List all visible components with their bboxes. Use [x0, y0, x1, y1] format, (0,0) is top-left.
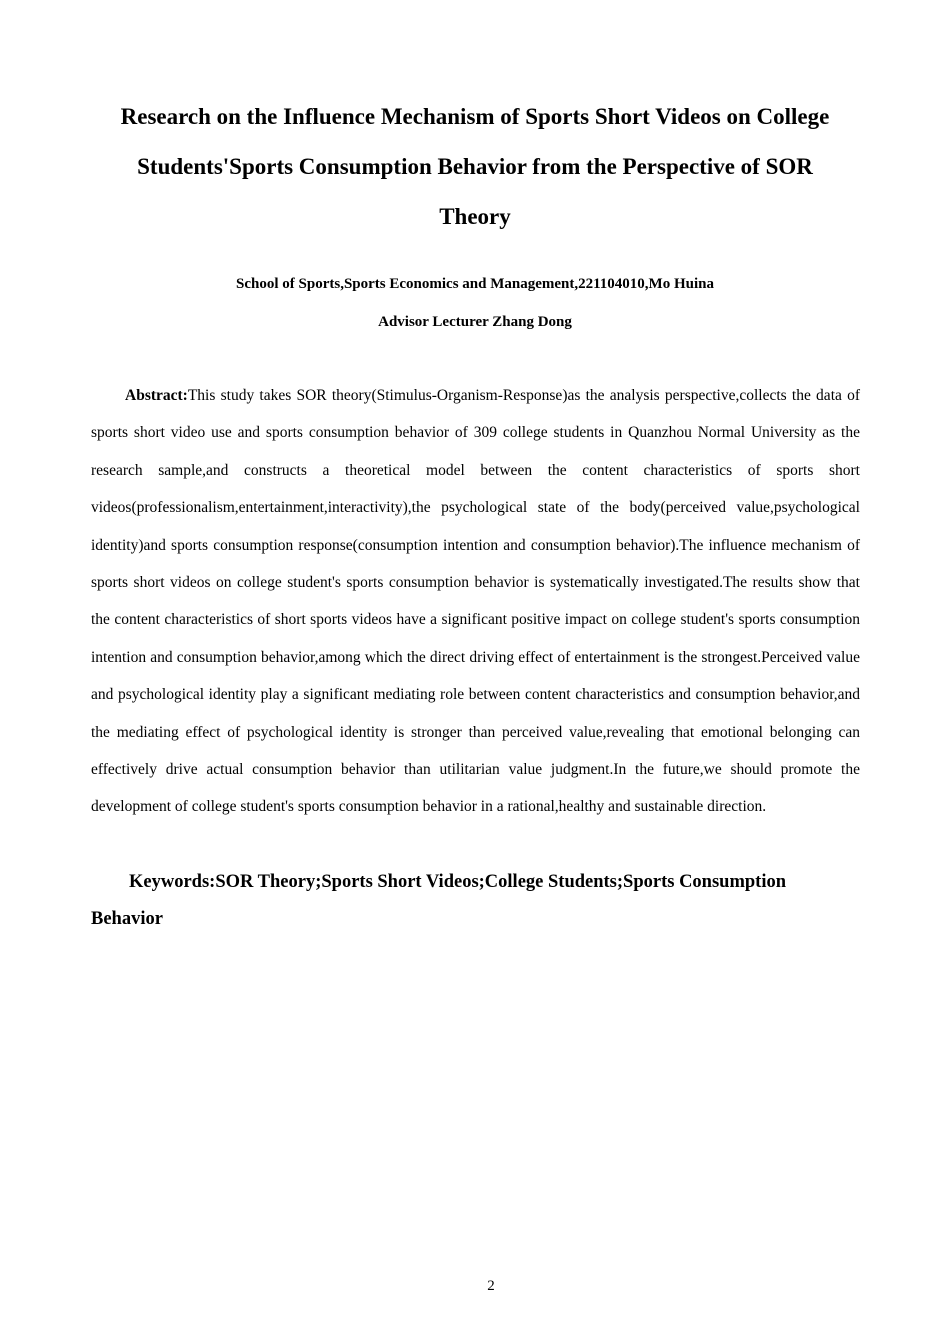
- abstract-label: Abstract:: [125, 387, 188, 404]
- keywords-text: SOR Theory;Sports Short Videos;College Students;Sports Consumption Behavior: [91, 872, 786, 929]
- advisor-line: Advisor Lecturer Zhang Dong: [378, 314, 572, 330]
- keywords-paragraph: [91, 864, 860, 938]
- title-line-2: Students'Sports Consumption Behavior from the Perspective of SOR: [137, 154, 813, 179]
- author-line: School of Sports,Sports Economics and Management,221104010,Mo Huina: [236, 276, 714, 292]
- keywords-label: Keywords:: [129, 872, 216, 892]
- abstract-text: This study takes SOR theory(Stimulus-Organism-Response)as the analysis perspective,collects the data of sports short video use and sports consumption behavior of 309 college students in Quanzhou Normal University as the research sample,and constructs a theoretical model between the content characteristics of sports short videos(professionalism,entertainment,interactivity),the psychological state of the body(perceived value,psychological identity)and sports consumption response(consumption intention and consumption behavior).The influence mechanism of sports short videos on college student's sports consumption behavior is systematically investigated.The results show that the content characteristics of short sports videos have a significant positive impact on college student's sports consumption intention and consumption behavior,among which the direct driving effect of entertainment is the strongest.Perceived value and psychological identity play a significant mediating role between content characteristics and consumption behavior,and the mediating effect of psychological identity is stronger than perceived value,revealing that emotional belonging can effectively drive actual consumption behavior than utilitarian value judgment.In the future,we should promote the development of college student's sports consumption behavior in a rational,healthy and sustainable direction.: [91, 387, 860, 816]
- title-line-3: Theory: [439, 204, 511, 229]
- paper-title: [95, 92, 855, 242]
- page-number: 2: [487, 1278, 495, 1294]
- abstract-paragraph: [91, 377, 860, 826]
- title-line-1: Research on the Influence Mechanism of Sports Short Videos on College: [120, 104, 830, 129]
